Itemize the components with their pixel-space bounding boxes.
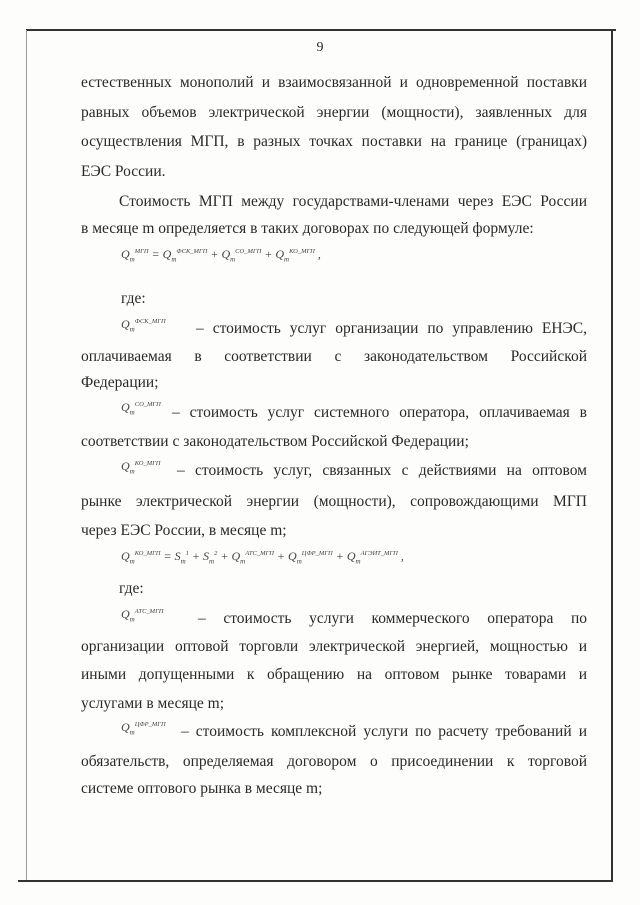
text-line: обязательств, определяемая договором о присоединении к торговой xyxy=(81,753,587,770)
symbol-cfr: $Q_m^{ЦФР\_МГП}$ xyxy=(121,720,166,737)
text-line: где: xyxy=(121,290,146,307)
text-line: в месяце m определяется в таких договорах по следующей формуле: xyxy=(81,220,534,237)
text-line: – стоимость услуги коммерческого оператора по xyxy=(198,610,587,627)
symbol-ko: $Q_m^{КО\_МГП}$ xyxy=(121,459,161,476)
text-line: через ЕЭС России, в месяце m; xyxy=(81,522,287,539)
text-line: рынке электрической энергии (мощности), сопровождающими МГП xyxy=(81,493,587,510)
page-border-top xyxy=(26,29,616,31)
page-border-left xyxy=(26,30,27,880)
text-line: равных объемов электрической энергии (мощности), заявленных для xyxy=(81,104,587,121)
symbol-ats: $Q_m^{АТС\_МГП}$ xyxy=(121,607,164,624)
text-line: естественных монополий и взаимосвязанной и одновременной поставки xyxy=(81,74,587,91)
text-line: Федерации; xyxy=(81,374,159,391)
text-line: – стоимость услуг, связанных с действиями на оптовом xyxy=(177,462,587,479)
formula-ko-mgp: $Q_m^{КО\_МГП} = S_m^1 + S_m^2 + Q_m^{АТС\_МГП} + Q_m^{ЦФР\_МГП} + Q_m^{АГЭИТ\_МГП}$ , xyxy=(121,549,404,566)
text-line: – стоимость услуг организации по управлению ЕНЭС, xyxy=(196,320,587,337)
text-line: услугами в месяце m; xyxy=(81,695,225,712)
text-line: организации оптовой торговли электрической энергией, мощностью и xyxy=(81,638,587,655)
text-line: осуществления МГП, в разных точках поставки на границе (границах) xyxy=(81,133,587,150)
formula-mgp-total: $Q_m^{МГП} = Q_m^{ФСК\_МГП} + Q_m^{СО\_МГП} + Q_m^{КО\_МГП}$ , xyxy=(121,247,321,264)
symbol-so: $Q_m^{СО\_МГП}$ xyxy=(121,400,161,417)
text-line: – стоимость комплексной услуги по расчету требований и xyxy=(181,723,587,740)
text-line: – стоимость услуг системного оператора, оплачиваемая в xyxy=(172,404,587,421)
text-line: соответствии с законодательством Российской Федерации; xyxy=(81,433,469,450)
text-line: Стоимость МГП между государствами-членами через ЕЭС России xyxy=(119,193,587,210)
page-number: 9 xyxy=(316,40,324,55)
text-line: оплачиваемая в соответствии с законодательством Российской xyxy=(81,348,587,365)
symbol-fsk: $Q_m^{ФСК\_МГП}$ xyxy=(121,317,166,334)
text-line: системе оптового рынка в месяце m; xyxy=(81,780,323,797)
page-border-right xyxy=(611,30,613,882)
text-line: иными допущенными к обращению на оптовом рынке товарами и xyxy=(81,666,587,683)
page-border-bottom xyxy=(18,880,613,882)
text-line: ЕЭС России. xyxy=(81,163,166,180)
text-line: где: xyxy=(119,580,144,597)
